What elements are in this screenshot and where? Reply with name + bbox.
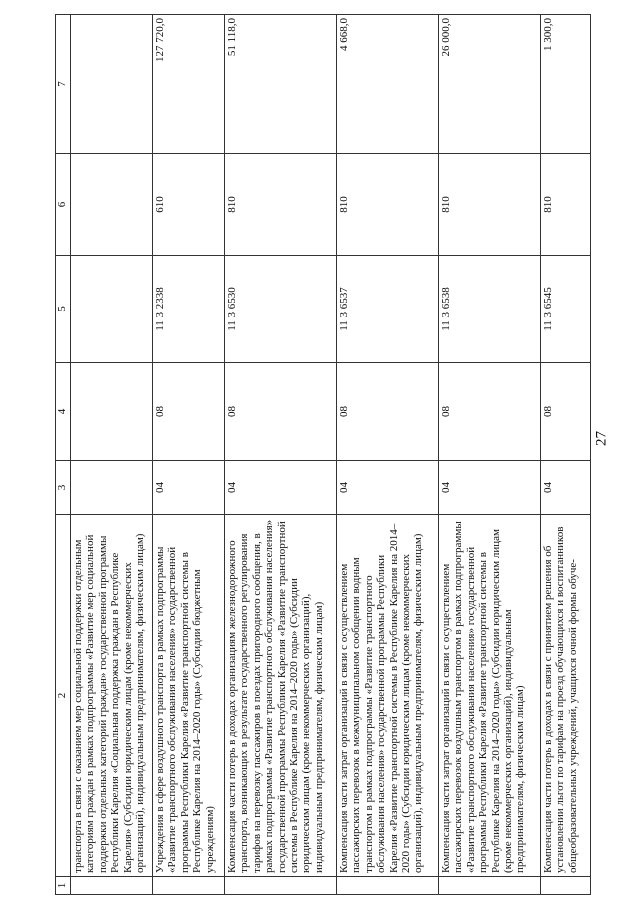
column-header: 5 [56,256,71,363]
amount-cell: 1 300,0 [541,15,591,154]
target-item-cell: 11 3 2338 [153,256,225,363]
row-number-cell [153,877,225,895]
description-cell: Учреждения в сфере воздушного транспорта в рамках подпрограммы «Развитие транспортного обслуживания населения» государственной программы Республики Карелия «Развитие транспортной системы в Республике Карелия на 2014–2020 годы» (Субсидии бюджетным учреждениям) [153,515,225,877]
column-header: 3 [56,461,71,515]
target-item-cell: 11 3 6538 [439,256,541,363]
section-cell: 04 [439,461,541,515]
subsection-cell: 08 [153,363,225,461]
subsection-cell: 08 [439,363,541,461]
subsection-cell: 08 [541,363,591,461]
table-row [439,15,541,895]
expense-type-cell: 610 [153,154,225,256]
amount-cell: 127 720,0 [153,15,225,154]
subsection-cell: 08 [337,363,439,461]
subsection-cell: 08 [225,363,337,461]
budget-table-container [55,15,615,895]
expense-type-cell: 810 [225,154,337,256]
table-row [337,15,439,895]
table-row [71,15,153,895]
table-row [541,15,591,895]
section-cell: 04 [541,461,591,515]
expense-type-cell: 810 [439,154,541,256]
table-row [153,15,225,895]
row-number-cell [337,877,439,895]
expense-type-cell: 810 [337,154,439,256]
amount-cell: 26 000,0 [439,15,541,154]
column-number-row [56,15,71,895]
section-cell: 04 [225,461,337,515]
expense-type-cell: 810 [541,154,591,256]
description-cell: Компенсация части потерь в доходах в связи с принятием решения об установлении льгот по тарифам на проезд обучающихся и воспитанников общеобразовательных учреждений, учащихся очной формы обуче- [541,515,591,877]
description-cell: Компенсация части потерь в доходах организациям железнодорожного транспорта, возникающих в результате государственного регулирования тарифов на перевозку пассажиров в поездах пригородного сообщения, в рамках подпрограммы «Развитие транспортного обслуживания населения» государственной программы Республики Карелия «Развитие транспортной системы в Республике Карелия на 2014–2020 годы» (Субсидии юридическим лицам (кроме некоммерческих организаций), индивидуальным предпринимателям, физическим лицам) [225,515,337,877]
column-header: 7 [56,15,71,154]
row-number-cell [541,877,591,895]
row-number-cell [439,877,541,895]
page-number: 27 [593,431,610,446]
amount-cell: 4 668,0 [337,15,439,154]
row-number-cell [225,877,337,895]
budget-table [55,14,591,895]
target-item-cell: 11 3 6530 [225,256,337,363]
column-header: 4 [56,363,71,461]
table-row [225,15,337,895]
description-cell: транспорта в связи с оказанием мер социальной поддержки отдельным категориям граждан в рамках подпрограммы «Развитие мер социальной поддержки отдельных категорий граждан» государственной программы Республики Карелия «Социальная поддержка граждан в Республике Карелия» (Субсидии юридическим лицам (кроме некоммерческих организаций), индивидуальным предпринимателям, физическим лицам) [71,515,153,877]
section-cell: 04 [153,461,225,515]
column-header: 1 [56,877,71,895]
column-header: 6 [56,154,71,256]
target-item-cell: 11 3 6545 [541,256,591,363]
target-item-cell: 11 3 6537 [337,256,439,363]
amount-cell [71,15,153,154]
row-number-cell [71,877,153,895]
subsection-cell [71,363,153,461]
amount-cell: 51 118,0 [225,15,337,154]
column-header: 2 [56,515,71,877]
description-cell: Компенсация части затрат организаций в связи с осуществлением пассажирских перевозок воздушным транспортом в рамках подпрограммы «Развитие транспортного обслуживания населения» государственной программы Республики Карелия «Развитие транспортной системы в Республике Карелия на 2014–2020 годы» (Субсидии юридическим лицам (кроме некоммерческих организаций), индивидуальным предпринимателям, физическим лицам) [439,515,541,877]
section-cell: 04 [337,461,439,515]
target-item-cell [71,256,153,363]
section-cell [71,461,153,515]
description-cell: Компенсация части затрат организаций в связи с осуществлением пассажирских перевозок в межмуниципальном сообщении водным транспортом в рамках подпрограммы «Развитие транспортного обслуживания населения» государственной программы Республики Карелия «Развитие транспортной системы в Республике Карелия на 2014–2020 годы» (Субсидии юридическим лицам (кроме некоммерческих организаций), индивидуальным предпринимателям, физическим лицам) [337,515,439,877]
expense-type-cell [71,154,153,256]
